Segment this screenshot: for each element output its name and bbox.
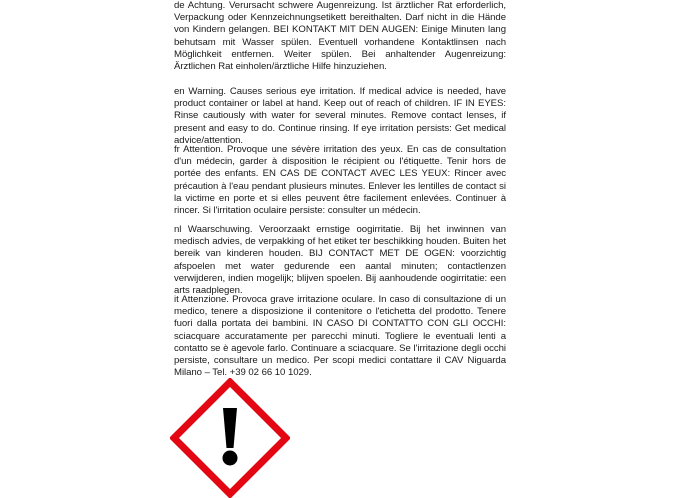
warning-paragraph-it: it Attenzione. Provoca grave irritazione oculare. In caso di consultazione di un medico, tenere a disposizione il contenitore o l'etichetta del prodotto. Tenere fuori dalla portata dei bambini. IN CASO DI CONTATTO CON GLI OCCHI: sciacquare accuratamente per parecchi minuti. Togliere le eventuali lenti a contatto se è agevole farlo. Continuare a sciacquare. Se l'irritazione degli occhi persiste, consultare un medico. Per scopi medici contattare il CAV Niguarda Milano – Tel. +39 02 66 10 1029.	[174, 294, 506, 379]
warning-text-nl	[174, 224, 506, 297]
warning-text-en	[174, 86, 506, 147]
warning-paragraph-de: de Achtung. Verursacht schwere Augenreizung. Ist ärztlicher Rat erforderlich, Verpackung oder Kennzeichnungsetikett bereithalten. Darf nicht in die Hände von Kindern gelangen. BEI KONTAKT MIT DEN AUGEN: Einige Minuten lang behutsam mit Wasser spülen. Eventuell vorhandene Kontaktlinsen nach Möglichkeit entfernen. Weiter spülen. Bei anhaltender Augenreizung: Ärztlichen Rat einholen/ärztliche Hilfe hinzuziehen.	[174, 0, 506, 73]
warning-text-it	[174, 294, 506, 379]
warning-paragraph-en: en Warning. Causes serious eye irritation. If medical advice is needed, have product container or label at hand. Keep out of reach of children. IF IN EYES: Rinse cautiously with water for several minutes. Remove contact lenses, if present and easy to do. Continue rinsing. If eye irritation persists: Get medical advice/attention.	[174, 86, 506, 146]
exclamation-dot	[223, 451, 238, 466]
warning-text-de	[174, 0, 506, 73]
warning-text-fr	[174, 144, 506, 217]
warning-paragraph-fr: fr Attention. Provoque une sévère irritation des yeux. En cas de consultation d'un médecin, garder à disposition le récipient ou l'étiquette. Tenir hors de portée des enfants. EN CAS DE CONTACT AVEC LES YEUX: Rincer avec précaution à l'eau pendant plusieurs minutes. Enlever les lentilles de contact si la victime en porte et si elles peuvent être facilement enlevées. Continuer à rincer. Si l'irritation oculaire persiste: consulter un médecin.	[174, 144, 506, 217]
exclamation-mark-hazard-icon	[170, 378, 290, 498]
warning-paragraph-nl: nl Waarschuwing. Veroorzaakt ernstige oogirritatie. Bij het inwinnen van medisch advies, de verpakking of het etiket ter beschikking houden. Buiten het bereik van kinderen houden. BIJ CONTACT MET DE OGEN: voorzichtig afspoelen met water gedurende een aantal minuten; contactlenzen verwijderen, indien mogelijk; blijven spoelen. Bij aanhoudende oogirritatie: een arts raadplegen.	[174, 224, 506, 297]
